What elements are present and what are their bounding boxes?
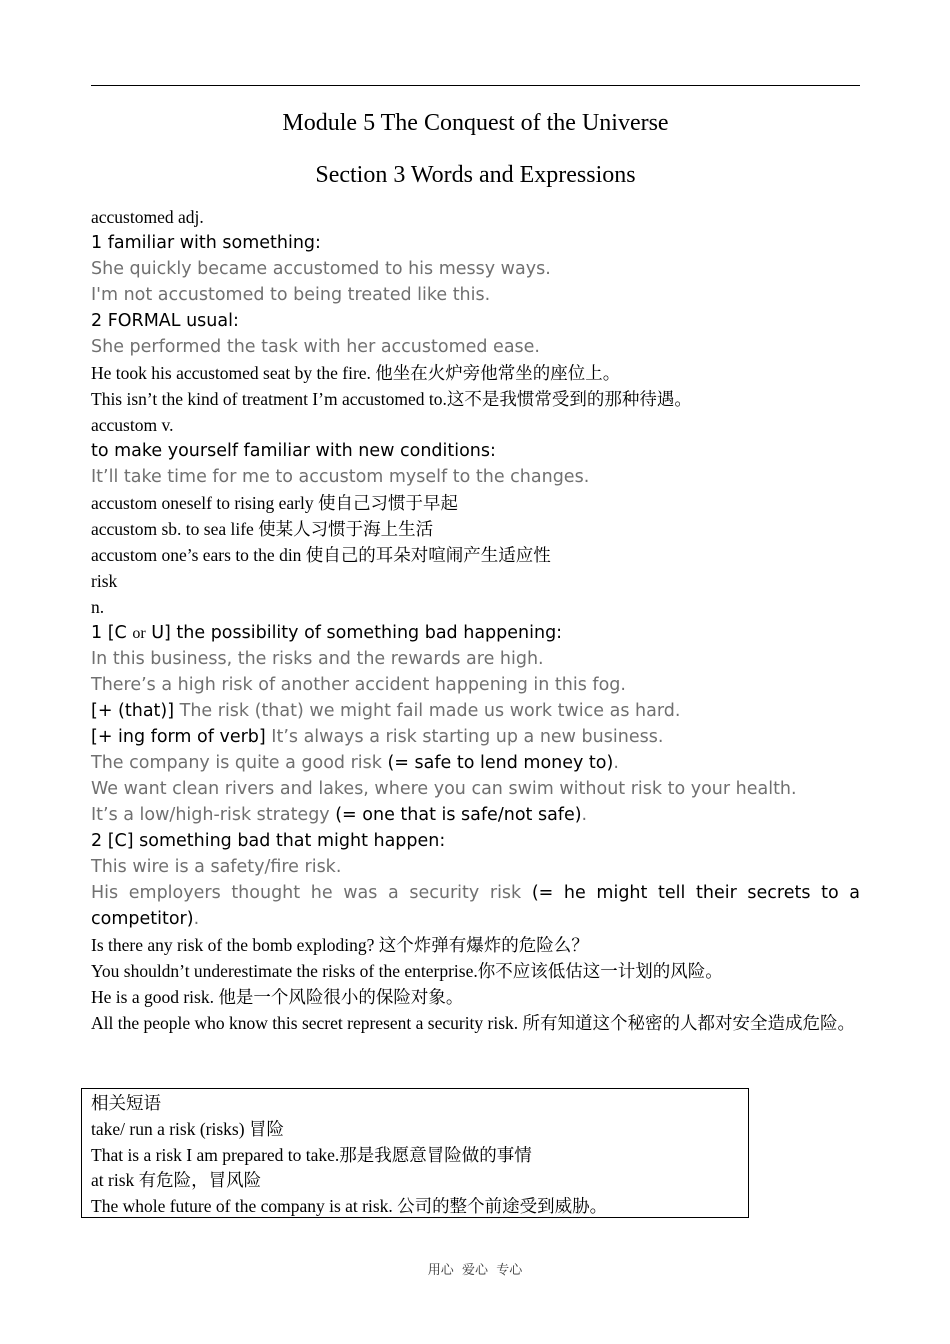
example-text: The company is quite a good risk [91,753,388,773]
example: This wire is a safety/fire risk. [91,857,342,877]
example-bilingual: He is a good risk. 他是一个风险很小的保险对象。 [91,987,464,1007]
register-label: FORMAL [107,311,181,331]
definition-text: the possibility of something bad happening: [170,623,563,643]
phrase-example: That is a risk I am prepared to take.那是我愿意冒险做的事情 [91,1144,532,1165]
example: She quickly became accustomed to his messy ways. [91,259,551,279]
example-bilingual: accustom sb. to sea life 使某人习惯于海上生活 [91,519,434,539]
example-bilingual: This isn’t the kind of treatment I’m accustomed to.这不是我惯常受到的那种待遇。 [91,389,692,409]
example [91,698,860,724]
example-period: . [613,753,619,773]
related-phrases-box [81,1088,749,1218]
example: In this business, the risks and the rewards are high. [91,649,544,669]
definition [91,620,860,646]
example: She performed the task with her accustomed ease. [91,337,540,357]
definition: 1 familiar with something: [91,233,321,253]
example [91,880,860,932]
definition [91,308,860,334]
definition: to make yourself familiar with new conditions: [91,441,496,461]
example-text: His employers thought he was a security risk [91,883,532,903]
grammar-pattern: [+ ing form of verb] [91,727,272,747]
phrase: take/ run a risk (risks) 冒险 [91,1118,284,1139]
headword-risk: risk [91,571,118,591]
example-text: It’s always a risk starting up a new business. [271,727,664,747]
grammar-code: 1 [C [91,623,133,643]
example: I'm not accustomed to being treated like this. [91,285,491,305]
example-text: The risk (that) we might fail made us work twice as hard. [179,701,681,721]
header-rule [91,85,860,86]
definition-text: something bad that might happen: [139,831,446,851]
page-title: Module 5 The Conquest of the Universe [282,110,669,136]
example-period: . [193,909,200,929]
entries-body [91,204,860,1036]
example-text: It’s a low/high-risk strategy [91,805,336,825]
example: There’s a high risk of another accident happening in this fog. [91,675,626,695]
example-bilingual: He took his accustomed seat by the fire. 他坐在火炉旁他常坐的座位上。 [91,363,621,383]
grammar-code: 2 [C] [91,831,140,851]
example-bilingual: You shouldn’t underestimate the risks of the enterprise.你不应该低估这一计划的风险。 [91,961,723,981]
example-gloss: (= he might tell their secrets to a competitor) [91,883,860,929]
phrase: at risk 有危险，冒风险 [91,1170,262,1191]
grammar-pattern: [+ (that)] [91,701,180,721]
definition-number: 2 [91,311,108,331]
page-subtitle: Section 3 Words and Expressions [315,162,636,188]
example-gloss: (= safe to lend money to) [387,753,614,773]
example: It’ll take time for me to accustom myself to the changes. [91,467,590,487]
example-bilingual: Is there any risk of the bomb exploding? 这个炸弹有爆炸的危险么？ [91,935,589,955]
phrase-example: The whole future of the company is at risk. 公司的整个前途受到威胁。 [91,1196,608,1217]
example-bilingual: All the people who know this secret represent a security risk. 所有知道这个秘密的人都对安全造成危险。 [91,1013,856,1033]
headword-accustomed: accustomed adj. [91,207,204,227]
example: We want clean rivers and lakes, where you can swim without risk to your health. [91,779,797,799]
example-period: . [581,805,588,825]
example [91,802,860,828]
example-bilingual: accustom one’s ears to the din 使自己的耳朵对喧闹产生适应性 [91,545,551,565]
definition-text: usual: [180,311,239,331]
grammar-or: or [132,625,146,642]
part-of-speech: n. [91,597,105,617]
example [91,724,860,750]
example [91,750,860,776]
headword-accustom: accustom v. [91,415,174,435]
example-gloss: (= one that is safe/not safe) [335,805,582,825]
definition [91,828,860,854]
box-heading: 相关短语 [91,1093,161,1113]
example-bilingual: accustom oneself to rising early 使自己习惯于早起 [91,493,458,513]
grammar-code: U] [145,623,171,643]
page-footer: 用心 爱心 专心 [427,1263,523,1278]
